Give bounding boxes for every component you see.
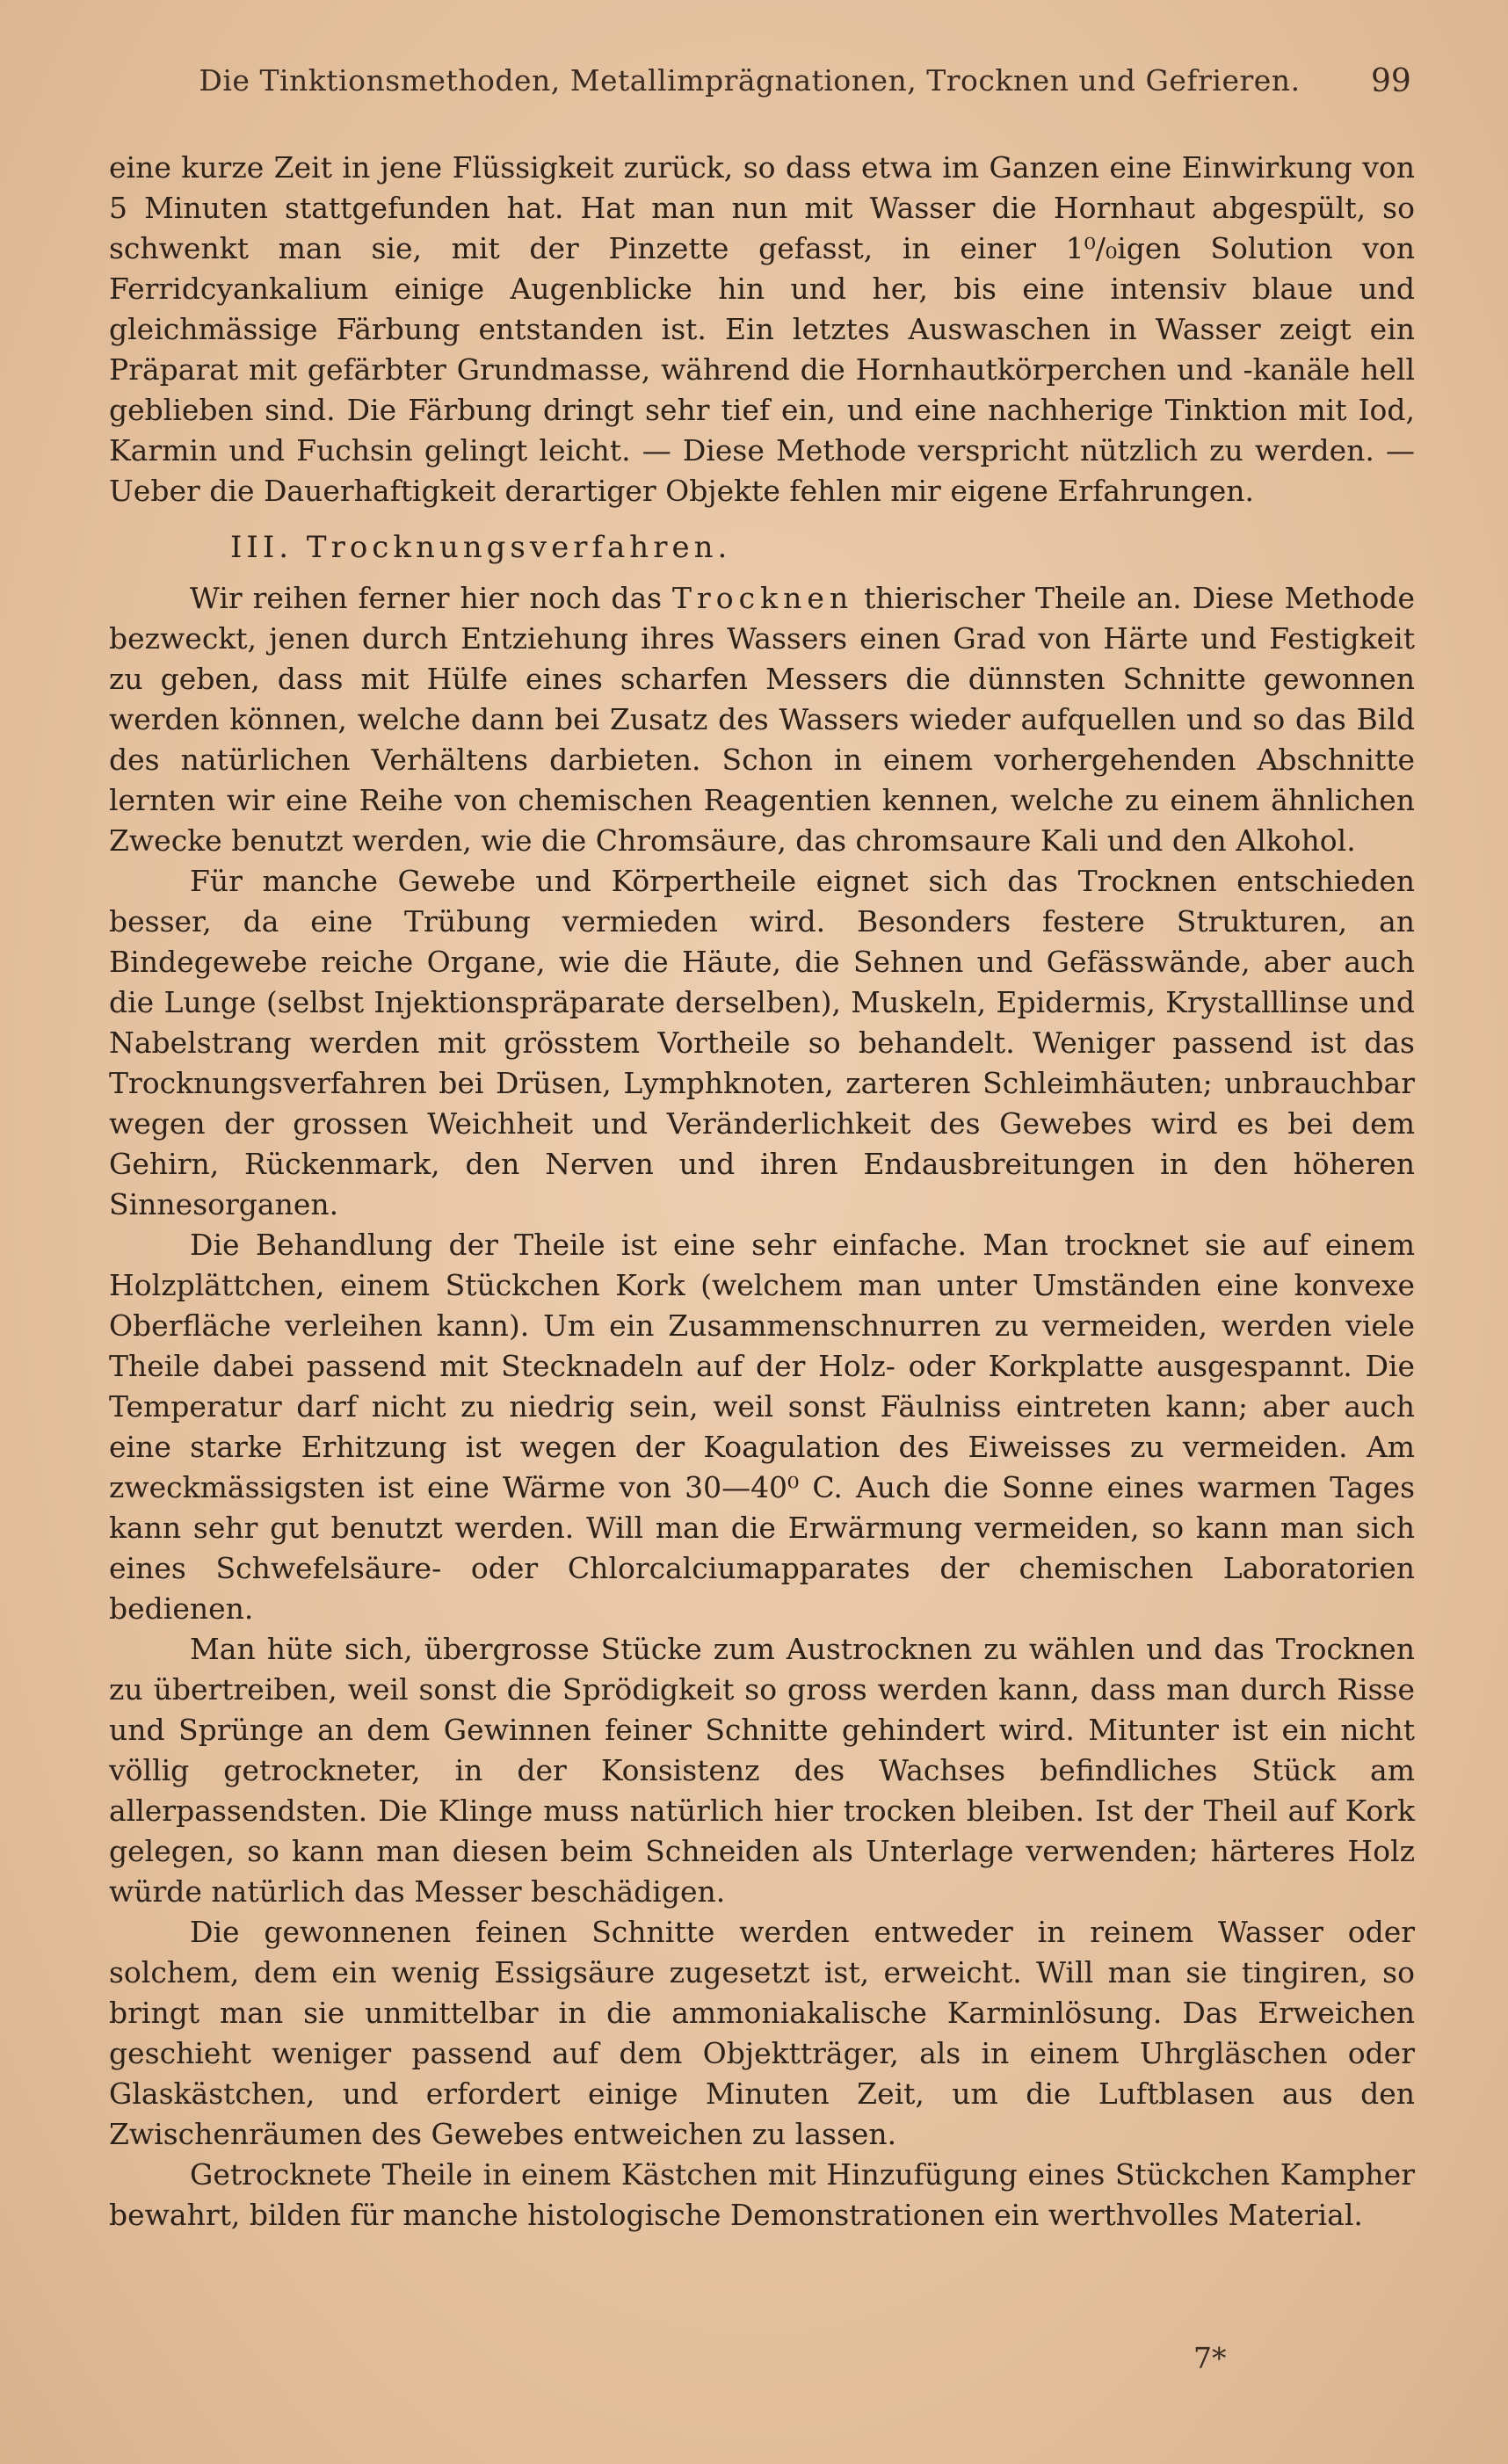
- page-number: 99: [1371, 63, 1411, 99]
- paragraph-continuation: eine kurze Zeit in jene Flüssigkeit zurück, so dass etwa im Ganzen eine Einwirkung von 5 Minuten stattgefunden hat. Hat man nun mit Wasser die Hornhaut abgespült, so schwenkt man sie, mit der Pinzette gefasst, in einer 1⁰/₀igen Solution von Ferridcyankalium einige Augenblicke hin und her, bis eine intensiv blaue und gleichmässige Färbung entstanden ist. Ein letztes Auswaschen in Wasser zeigt ein Präparat mit gefärbter Grundmasse, während die Hornhautkörperchen und -kanäle hell geblieben sind. Die Färbung dringt sehr tief ein, und eine nachherige Tinktion mit Iod, Karmin und Fuchsin gelingt leicht. — Diese Methode verspricht nützlich zu werden. — Ueber die Dauerhaftigkeit derartiger Objekte fehlen mir eigene Erfahrungen.: [109, 150, 1415, 508]
- page-body: [109, 148, 1415, 2236]
- paragraph-sections: Die gewonnenen feinen Schnitte werden entweder in reinem Wasser oder solchem, dem ein wenig Essigsäure zugesetzt ist, erweicht. Will man sie tingiren, so bringt man sie unmittelbar in die ammoniakalische Karminlösung. Das Erweichen geschieht weniger passend auf dem Objektträger, als in einem Uhrgläschen oder Glaskästchen, und erfordert einige Minuten Zeit, um die Luftblasen aus den Zwischenräumen des Gewebes entweichen zu lassen.: [109, 1915, 1415, 2151]
- emphasized-term: Trocknen: [672, 581, 854, 615]
- paragraph-tissues: Für manche Gewebe und Körpertheile eignet sich das Trocknen entschieden besser, da eine Trübung vermieden wird. Besonders festere Strukturen, an Bindegewebe reiche Organe, wie die Häute, die Sehnen und Gefässwände, aber auch die Lunge (selbst Injektionspräparate derselben), Muskeln, Epidermis, Krystalllinse und Nabelstrang werden mit grösstem Vortheile so behandelt. Weniger passend ist das Trocknungsverfahren bei Drüsen, Lymphknoten, zarteren Schleimhäuten; unbrauchbar wegen der grossen Weichheit und Veränderlichkeit des Gewebes wird es bei dem Gehirn, Rückenmark, den Nerven und ihren Endausbreitungen in den höheren Sinnesorganen.: [109, 864, 1415, 1221]
- paragraph-text: thierischer Theile an. Diese Methode bezweckt, jenen durch Entziehung ihres Wassers einen Grad von Härte und Festigkeit zu geben, dass mit Hülfe eines scharfen Messers die dünnsten Schnitte gewonnen werden können, welche dann bei Zusatz des Wassers wieder aufquellen und so das Bild des natürlichen Verhältens darbieten. Schon in einem vorhergehenden Abschnitte lernten wir eine Reihe von chemischen Reagentien kennen, welche zu einem ähnlichen Zwecke benutzt werden, wie die Chromsäure, das chromsaure Kali und den Alkohol.: [109, 581, 1415, 858]
- section-heading: III. Trocknungsverfahren.: [230, 530, 732, 565]
- paragraph-treatment: Die Behandlung der Theile ist eine sehr einfache. Man trocknet sie auf einem Holzplättchen, einem Stückchen Kork (welchem man unter Umständen eine konvexe Oberfläche verleihen kann). Um ein Zusammenschnurren zu vermeiden, werden viele Theile dabei passend mit Stecknadeln auf der Holz- oder Korkplatte ausgespannt. Die Temperatur darf nicht zu niedrig sein, weil sonst Fäulniss eintreten kann; aber auch eine starke Erhitzung ist wegen der Koagulation des Eiweisses zu vermeiden. Am zweckmässigsten ist eine Wärme von 30—40⁰ C. Auch die Sonne eines warmen Tages kann sehr gut benutzt werden. Will man die Erwärmung vermeiden, so kann man sich eines Schwefelsäure- oder Chlorcalciumapparates der chemischen Laboratorien bedienen.: [109, 1228, 1415, 1626]
- paragraph-caution: Man hüte sich, übergrosse Stücke zum Austrocknen zu wählen und das Trocknen zu übertreiben, weil sonst die Sprödigkeit so gross werden kann, dass man durch Risse und Sprünge an dem Gewinnen feiner Schnitte gehindert wird. Mitunter ist ein nicht völlig getrockneter, in der Konsistenz des Wachses befindliches Stück am allerpassendsten. Die Klinge muss natürlich hier trocken bleiben. Ist der Theil auf Kork gelegen, so kann man diesen beim Schneiden als Unterlage verwenden; härteres Holz würde natürlich das Messer beschädigen.: [109, 1632, 1415, 1909]
- running-header: Die Tinktionsmethoden, Metallimprägnationen, Trocknen und Gefrieren.: [199, 63, 1301, 98]
- paragraph-storage: Getrocknete Theile in einem Kästchen mit Hinzufügung eines Stückchen Kampher bewahrt, bilden für manche histologische Demonstrationen ein werthvolles Material.: [109, 2157, 1415, 2232]
- paragraph-text: Wir reihen ferner hier noch das: [190, 581, 672, 615]
- paragraph-trocknen-intro: [109, 578, 1415, 861]
- signature-mark: 7*: [1193, 2341, 1227, 2375]
